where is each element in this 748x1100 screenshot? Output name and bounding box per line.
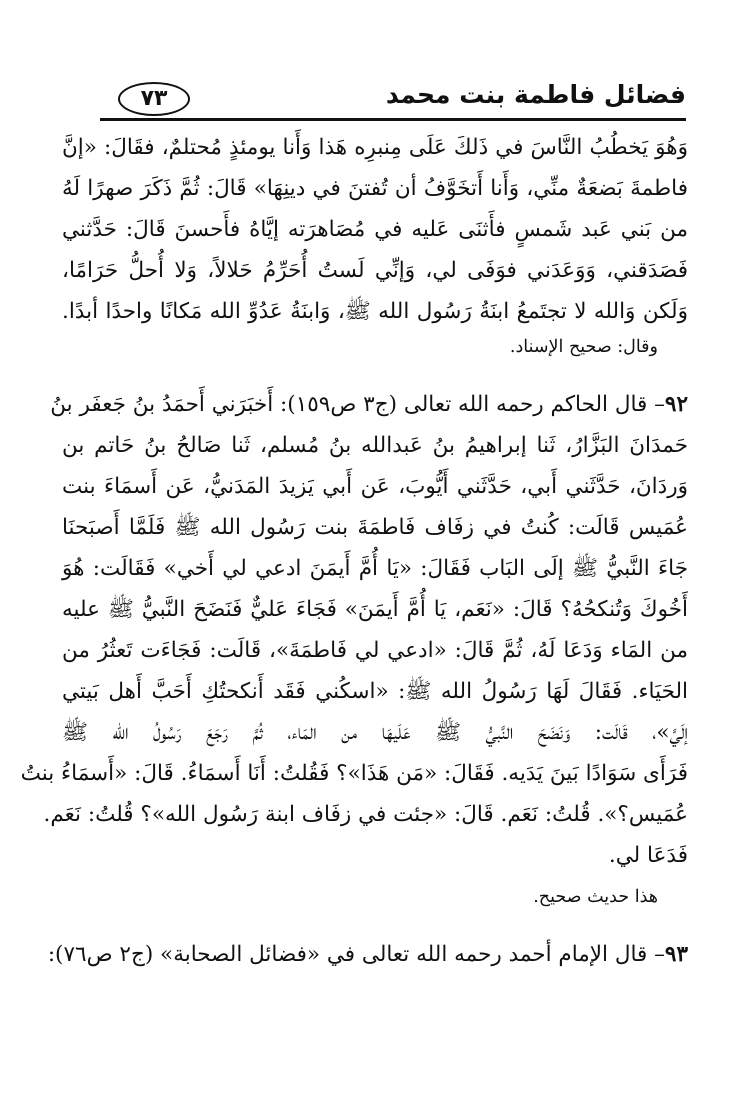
hadith-number: ٩٢ <box>664 392 688 417</box>
grading-note: وقال: صحيح الإسناد. <box>509 337 658 357</box>
hadith-text: – قال الحاكم رحمه الله تعالى (ج٣ ص١٥٩): أَخبَرَني أَحمَدُ بنُ جَعفَر بنُ <box>50 392 665 417</box>
book-title: فضائل فاطمة بنت محمد <box>385 80 686 109</box>
page-number-oval <box>118 82 190 116</box>
text-line: إلَيَّ»، قَالَت: وَنَضَحَ النَّبيُّ ﷺ عَلَيهَا من المَاء، ثُمَّ رَجَعَ رَسُولُ الله ﷺ <box>62 720 688 745</box>
text-line: أَخُوكَ وَتُنكحُهُ؟ قَالَ: «نَعَم، يَا أُمَّ أَيمَنَ» فَجَاءَ عَليٌّ فَنَضَحَ النَّبيُّ ﷺ عليه <box>62 597 688 622</box>
hadith-text: – قال الإمام أحمد رحمه الله تعالى في «فضائل الصحابة» (ج٢ ص٧٦): <box>47 942 665 967</box>
text-line: وَهُوَ يَخطُبُ النَّاسَ في ذَلكَ عَلَى مِنبرِه هَذا وَأَنا يومئذٍ مُحتلمٌ، فقَالَ: «إنَّ <box>62 135 688 160</box>
text-line: جَاءَ النَّبيُّ ﷺ إلَى البَاب فَقَالَ: «يَا أُمَّ أَيمَنَ ادعي لي أَخي» فَقَالَت: هُوَ <box>62 556 688 581</box>
text-line: فاطمةَ بَضعَةٌ منِّي، وَأَنا أَتخَوَّفُ أن تُفتنَ في دينِهَا» قَالَ: ثُمَّ ذَكَرَ صهرًا لَهُ <box>62 176 688 201</box>
text-line: عُمَيس قَالَت: كُنتُ في زفَاف فَاطمَةَ بنت رَسُول الله ﷺ فَلَمَّا أَصبَحنَا <box>62 515 688 540</box>
text-line: عُمَيس؟». قُلتُ: نَعَم. قَالَ: «جئت في زفَاف ابنة رَسُول الله»؟ قُلتُ: نَعَم. <box>43 802 688 827</box>
page-body <box>20 127 688 975</box>
text-line: وَردَانَ، حَدَّثَني أَبي، حَدَّثَني أَيُّوبَ، عَن أَبي يَزيدَ المَدَنيُّ، عَن أَسمَاءَ بنت <box>62 474 688 499</box>
page-number: ٧٣ <box>140 86 168 111</box>
page-header <box>100 78 686 122</box>
grading-note: هذا حديث صحيح. <box>533 887 658 907</box>
text-line: وَلَكن وَالله لا تجتَمعُ ابنَةُ رَسُول الله ﷺ، وَابنَةُ عَدُوِّ الله مَكانًا واحدًا أبدًا. <box>62 299 688 324</box>
text-line: الحَيَاء. فَقَالَ لَهَا رَسُولُ الله ﷺ: «اسكُني فَقَد أَنكحتُكِ أَحَبَّ أَهل بَيتي <box>62 679 688 704</box>
hadith-93-heading-line <box>47 934 688 975</box>
text-line: من بَني عَبد شَمسٍ فأَثنَى عَليه في مُصَاهرَته إيَّاهُ فأَحسنَ قَالَ: حَدَّثني <box>62 217 688 242</box>
hadith-number: ٩٣ <box>664 942 688 967</box>
text-line: حَمدَانَ البَزَّارُ، ثَنا إبراهيمُ بنُ عَبدالله بنُ مُسلم، ثَنا صَالحُ بنُ حَاتم بن <box>62 433 688 458</box>
text-line: من المَاء وَدَعَا لَهُ، ثُمَّ قَالَ: «ادعي لي فَاطمَةَ»، قَالَت: فَجَاءَت تَعثُرُ من <box>62 638 688 663</box>
text-line: فَدَعَا لي. <box>608 843 688 868</box>
text-line: فَرَأَى سَوَادًا بَينَ يَدَيه. فَقَالَ: «مَن هَذَا»؟ فَقُلتُ: أَنَا أَسمَاءُ. قَالَ: «أَسمَاءُ بنتُ <box>20 761 688 786</box>
header-rule <box>100 118 686 121</box>
hadith-92-heading-line <box>50 384 688 425</box>
text-line: فَصَدَقني، وَوَعَدَني فوَفَى لي، وَإنِّي لَستُ أُحَرِّمُ حَلالاً، وَلا أُحلُّ حَرَامًا، <box>62 258 688 283</box>
